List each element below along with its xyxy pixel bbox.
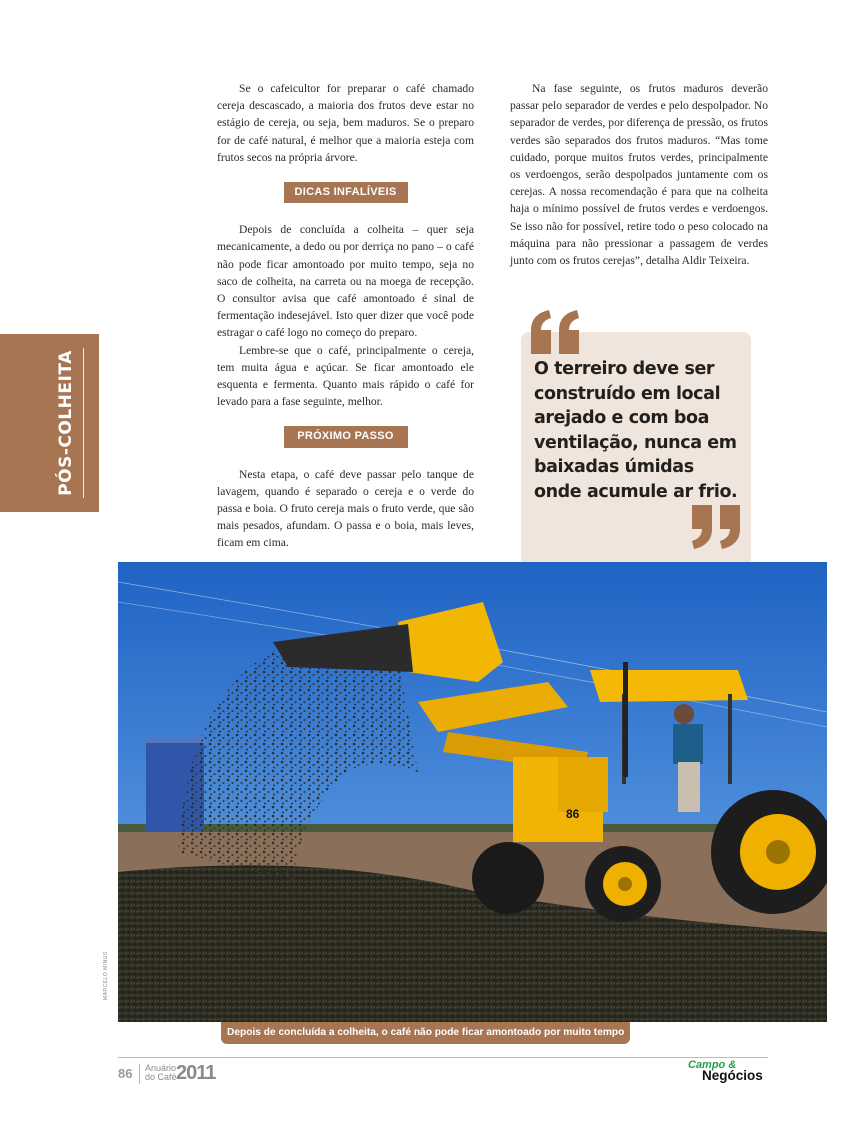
- body-paragraph: Depois de concluída a colheita – quer seja mecanicamente, a dedo ou por derriça no pano – o café não pode ficar amontoado por muito tempo, seja no saco de colheita, na carreta ou na moega de recepção. O consultor avisa que café amontoado é sinal de fermentação indesejável. Isto quer dizer que você pode estragar o café logo no começo do preparo.: [217, 223, 474, 340]
- publication-year: 2011: [176, 1062, 216, 1084]
- body-paragraph: Lembre-se que o café, principalmente o cereja, tem muita água e açúcar. Se ficar amontoado ele esquenta e fermenta. Quanto mais rápido o café for levado para a fase seguinte, melhor.: [217, 343, 474, 409]
- photo-credit: MARCELO MINUS: [103, 951, 109, 1000]
- tractor-number: 86: [566, 807, 580, 821]
- section-tab-label: PÓS-COLHEITA: [56, 350, 76, 496]
- body-paragraph: Nesta etapa, o café deve passar pelo tanque de lavagem, quando é separado o cereja e o verde do passa e boia. O fruto cereja mais o fruto verde, que são mais pesados, afundam. O passa e o boia, mais leves, ficam em cima.: [217, 467, 474, 550]
- section-heading-proximo: PRÓXIMO PASSO: [284, 426, 408, 447]
- close-quote-icon: [688, 505, 744, 549]
- photo-caption: Depois de concluída a colheita, o café não pode ficar amontoado por muito tempo: [221, 1022, 630, 1044]
- section-tab-divider: [83, 348, 84, 498]
- page-number: 86: [118, 1066, 133, 1081]
- brand-logo-top: Campo &: [688, 1059, 737, 1071]
- footer-divider: [118, 1057, 768, 1058]
- body-paragraph: Se o cafeicultor for preparar o café chamado cereja descascado, a maioria dos frutos deve estar no estágio de cereja, ou seja, bem maduros. Se o preparo for de café natural, é melhor que a maioria esteja com frutos secos na própria árvore.: [217, 82, 474, 164]
- section-tab: [0, 334, 99, 512]
- open-quote-icon: [527, 310, 583, 354]
- publication-name: Anuário do Café: [145, 1063, 177, 1082]
- left-column: [217, 80, 474, 552]
- footer-separator: [139, 1064, 140, 1084]
- brand-logo-bottom: Negócios: [702, 1068, 763, 1083]
- section-heading-dicas: DICAS INFALÍVEIS: [284, 182, 408, 203]
- right-column: [510, 80, 768, 269]
- body-paragraph: Na fase seguinte, os frutos maduros deverão passar pelo separador de verdes e pelo despolpador. No separador de verdes, por diferença de pressão, os frutos verdes são separados dos frutos maduros. “Mas tome cuidado, porque muitos frutos verdes, principalmente os verdoengos, serão despolpados juntamente com os cerejas. A nossa recomendação é para que na colheita haja o mínimo possível de frutos verdes e verdoengos. Se isso não for possível, retire todo o peso colocado na máquina para não pressionar a passagem de verdes junto com os frutos cerejas”, detalha Aldir Teixeira.: [510, 82, 768, 268]
- pull-quote-text: O terreiro deve ser construído em local arejado e com boa ventilação, nunca em baixadas úmidas onde acumule ar frio.: [534, 359, 738, 502]
- tractor-photo: [118, 562, 827, 1022]
